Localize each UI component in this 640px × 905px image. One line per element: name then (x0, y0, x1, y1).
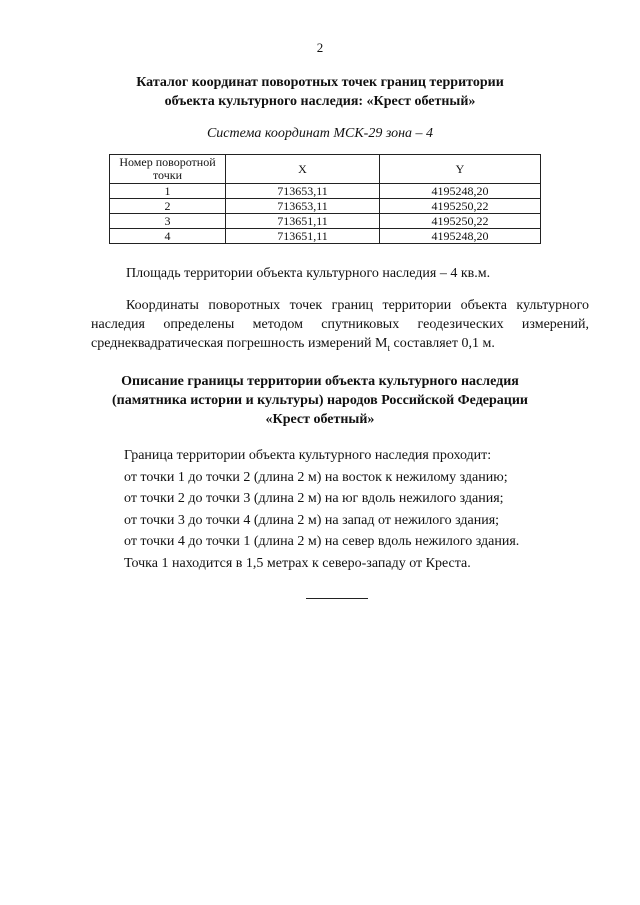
boundary-line: Точка 1 находится в 1,5 метрах к северо-западу от Креста. (124, 555, 471, 571)
cell-point: 4 (110, 229, 226, 244)
end-divider (306, 598, 368, 599)
accuracy-subscript: t (387, 342, 390, 353)
accuracy-paragraph (91, 296, 589, 358)
table-row (110, 199, 541, 214)
coordinates-table (109, 154, 541, 244)
boundary-line: от точки 2 до точки 3 (длина 2 м) на юг вдоль нежилого здания; (124, 491, 504, 506)
boundary-line: от точки 3 до точки 4 (длина 2 м) на запад от нежилого здания; (124, 512, 500, 528)
header-x: X (226, 155, 380, 184)
table-row (110, 214, 541, 229)
cell-y: 4195248,20 (380, 184, 541, 199)
table-header-row (110, 155, 541, 184)
header-y: Y (380, 155, 541, 184)
cell-point: 1 (110, 184, 226, 199)
catalog-title-line-2: объекта культурного наследия: «Крест обетный» (164, 94, 476, 109)
accuracy-value-text: составляет 0,1 м. (390, 336, 495, 351)
boundary-line: от точки 4 до точки 1 (длина 2 м) на север вдоль нежилого здания. (124, 534, 520, 549)
cell-x: 713651,11 (226, 214, 380, 229)
cell-point: 3 (110, 214, 226, 229)
accuracy-text: Координаты поворотных точек границ территории объекта культурного наследия определены методом спутниковых геодезических измерений, среднеквадратическая погрешность измерений M (91, 298, 589, 351)
area-paragraph: Площадь территории объекта культурного наследия – 4 кв.м. (126, 266, 491, 281)
cell-x: 713653,11 (226, 184, 380, 199)
cell-point: 2 (110, 199, 226, 214)
boundary-heading-line-1: Описание границы территории объекта культурного наследия (121, 374, 519, 389)
header-point-number: Номер поворотной точки (110, 155, 226, 184)
page-number: 2 (316, 40, 324, 55)
cell-y: 4195250,22 (380, 199, 541, 214)
boundary-description-heading (90, 372, 550, 429)
coordinate-system: Система координат МСК-29 зона – 4 (206, 126, 434, 141)
catalog-title (90, 73, 550, 111)
boundary-heading-line-2: (памятника истории и культуры) народов Российской Федерации (112, 393, 528, 408)
cell-y: 4195248,20 (380, 229, 541, 244)
boundary-description (124, 445, 519, 574)
boundary-line: Граница территории объекта культурного наследия проходит: (124, 448, 492, 463)
cell-y: 4195250,22 (380, 214, 541, 229)
table-row (110, 229, 541, 244)
catalog-title-line-1: Каталог координат поворотных точек границ территории (136, 75, 504, 90)
cell-x: 713651,11 (226, 229, 380, 244)
table-row (110, 184, 541, 199)
boundary-line: от точки 1 до точки 2 (длина 2 м) на восток к нежилому зданию; (124, 469, 508, 485)
boundary-heading-line-3: «Крест обетный» (265, 412, 375, 427)
cell-x: 713653,11 (226, 199, 380, 214)
